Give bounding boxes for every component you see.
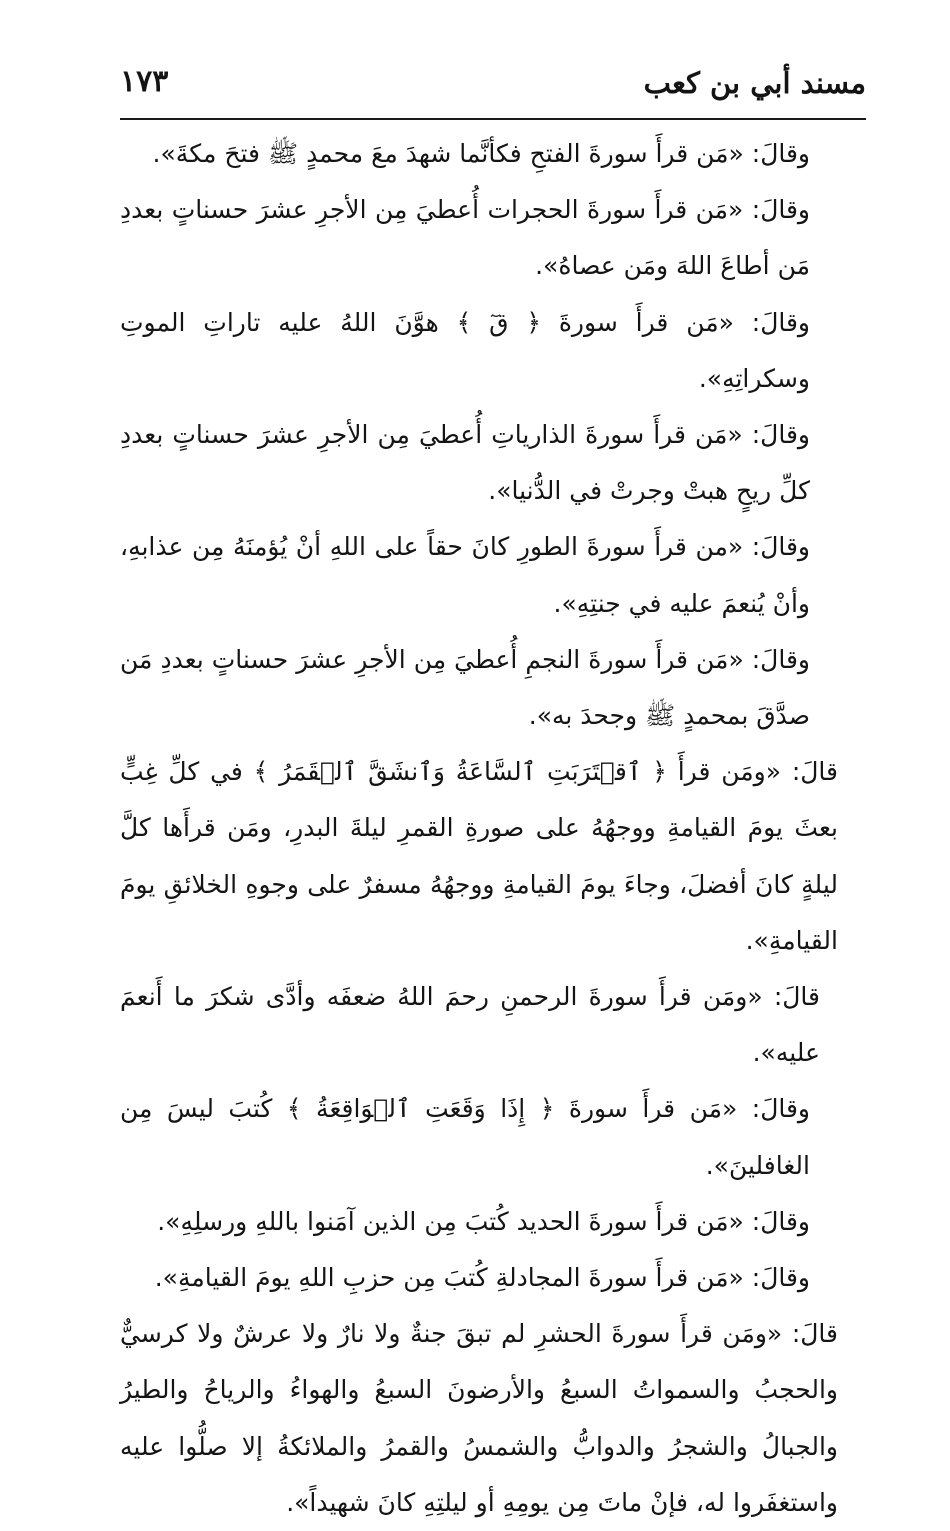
header-rule xyxy=(120,118,866,120)
paragraph-surat-al-hadid: وقالَ: «مَن قرأَ سورةَ الحديد كُتبَ مِن الذين آمَنوا باللهِ ورسلِهِ». xyxy=(157,1206,810,1236)
paragraph-surat-ar-rahman: قالَ: «ومَن قرأَ سورةَ الرحمنِ رحمَ اللهُ ضعفَه وأدَّى شكرَ ما أَنعمَ عليه». xyxy=(120,982,820,1068)
paragraph-surat-al-hashr: قالَ: «ومَن قرأَ سورةَ الحشرِ لم تبقَ جنةٌ ولا نارٌ ولا عرشٌ ولا كرسيٌّ والحجبُ والسمواتُ السبعُ والأرضونَ السبعُ والهواءُ والرياحُ والطيرُ والجبالُ والشجرُ والدوابُّ والشمسُ والقمرُ والملائكةُ إلا صلُّوا عليه واستغفَروا له، فإنْ ماتَ مِن يومِهِ أو ليلتِهِ كانَ شهيداً». xyxy=(120,1319,838,1517)
page-number: ١٧٣ xyxy=(120,64,169,99)
paragraph-surat-an-najm: وقالَ: «مَن قرأَ سورةَ النجمِ أُعطيَ مِن الأجرِ عشرَ حسناتٍ بعددِ مَن صدَّقَ بمحمدٍ ﷺ وجحدَ به». xyxy=(120,644,810,731)
paragraph-surat-al-waqiah: وقالَ: «مَن قرأَ سورةَ ﴿ إِذَا وَقَعَتِ ٱلۡوَاقِعَةُ ﴾ كُتبَ ليسَ مِن الغافلينَ». xyxy=(120,1094,810,1180)
paragraph-surat-al-hujurat: وقالَ: «مَن قرأَ سورةَ الحجرات أُعطيَ مِن الأجرِ عشرَ حسناتٍ بعددِ مَن أطاعَ اللهَ ومَن عصاهُ». xyxy=(120,195,810,281)
paragraph-surat-al-qamar: قالَ: «ومَن قرأَ ﴿ ٱقۡتَرَبَتِ ٱلسَّاعَةُ وَٱنشَقَّ ٱلۡقَمَرُ ﴾ في كلِّ غِبٍّ بعثَ يومَ القيامةِ ووجهُهُ على صورةِ القمرِ ليلةَ البدرِ، ومَن قرأَها كلَّ ليلةٍ كانَ أفضلَ، وجاءَ يومَ القيامةِ ووجهُهُ مسفرٌ على وجوهِ الخلائقِ يومَ القيامةِ». xyxy=(120,757,838,955)
paragraph-surat-qaf: وقالَ: «مَن قرأَ سورةَ ﴿ قٓ ﴾ هوَّنَ اللهُ عليه تاراتِ الموتِ وسكراتِهِ». xyxy=(120,307,810,393)
paragraph-surat-at-tur: وقالَ: «من قرأَ سورةَ الطورِ كانَ حقاً على اللهِ أنْ يُؤمنَهُ مِن عذابهِ، وأنْ يُنعمَ عليه في جنتِهِ». xyxy=(120,532,810,618)
running-header xyxy=(120,62,866,114)
running-title: مسند أبي بن كعب xyxy=(643,66,866,100)
paragraph-surat-adh-dhariyat: وقالَ: «مَن قرأَ سورةَ الذارياتِ أُعطيَ مِن الأجرِ عشرَ حسناتٍ بعددِ كلِّ ريحٍ هبتْ وجرتْ في الدُّنيا». xyxy=(120,420,810,506)
paragraph-surat-al-fath: وقالَ: «مَن قرأَ سورةَ الفتحِ فكأنَّما شهدَ معَ محمدٍ ﷺ فتحَ مكةَ». xyxy=(152,139,810,168)
body-text xyxy=(120,126,866,1531)
paragraph-surat-al-mujadilah: وقالَ: «مَن قرأَ سورةَ المجادلةِ كُتبَ مِن حزبِ اللهِ يومَ القيامةِ». xyxy=(154,1263,810,1293)
